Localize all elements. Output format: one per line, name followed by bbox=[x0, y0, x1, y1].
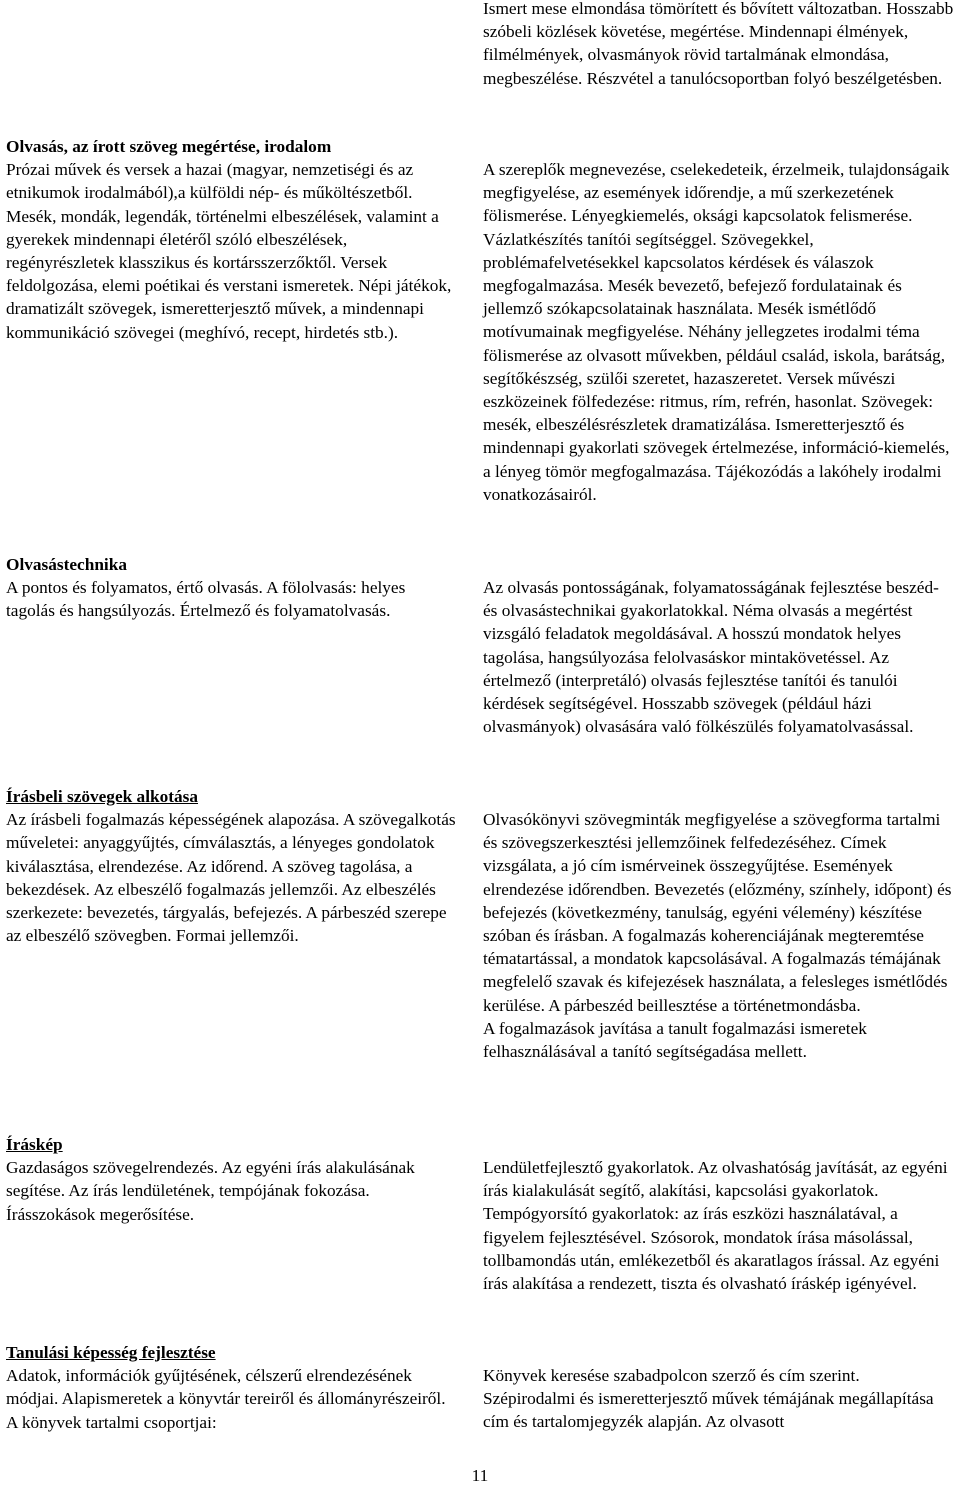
row1-left bbox=[6, 135, 458, 344]
row2-right bbox=[483, 576, 955, 738]
section-title-irasbeli: Írásbeli szövegek alkotása bbox=[6, 787, 199, 806]
row3-left-body: Az írásbeli fogalmazás képességének alapozása. A szövegalkotás műveletei: anyaggyűjtés, címválasztás, a lényeges gondolatok kiválasztása, elrendezése. Az időrend. A szöveg tagolása, a bekezdések. Az elbeszélő fogalmazás jellemzői. Az elbeszélés szerkezete: bevezetés, tárgyalás, befejezés. A párbeszéd szerepe az elbeszélő szövegben. Formai jellemzői. bbox=[6, 810, 456, 946]
row4-right bbox=[483, 1156, 955, 1295]
row1-right bbox=[483, 158, 955, 506]
row2-left-body: A pontos és folyamatos, értő olvasás. A fölolvasás: helyes tagolás és hangsúlyozás. Értelmező és folyamatolvasás. bbox=[6, 578, 406, 621]
section-title-olvasastechnika: Olvasástechnika bbox=[6, 555, 127, 574]
page-number: 11 bbox=[471, 1466, 489, 1485]
row0-right-text: Ismert mese elmondása tömörített és bővített változatban. Hosszabb szóbeli közlések követése, megértése. Mindennapi élmények, filmélmények, olvasmányok rövid tartalmának elmondása, megbeszélése. Részvétel a tanulócsoportban folyó beszélgetésben. bbox=[483, 0, 954, 88]
row0-right bbox=[483, 0, 955, 90]
row1-left-body: Prózai művek és versek a hazai (magyar, nemzetiségi és az etnikumok irodalmából),a külföldi nép- és műköltészetből. Mesék, mondák, legendák, történelmi elbeszélések, valamint a gyerekek mindennapi életéről szóló elbeszélések, regényrészletek klasszikus és kortársszerzőktől. Versek feldolgozása, elemi poétikai és verstani ismeretek. Népi játékok, dramatizált szövegek, ismeretterjesztő művek, a mindennapi kommunikáció szövegei (meghívó, recept, hirdetés stb.). bbox=[6, 160, 452, 342]
row2-right-text: Az olvasás pontosságának, folyamatosságának fejlesztése beszéd- és olvasástechnikai gyakorlatokkal. Néma olvasás a megértést vizsgáló feladatok megoldásával. A hosszú mondatok helyes tagolása, hangsúlyozása felolvasáskor mintakövetéssel. Az értelmező (interpretáló) olvasás fejlesztése tanítói és tanulói kérdések segítségével. Hosszabb szövegek (például házi olvasmányok) olvasására való fölkészülés folyamatolvasással. bbox=[483, 578, 939, 737]
row5-right-text: Könyvek keresése szabadpolcon szerző és cím szerint. Szépirodalmi és ismeretterjesztő művek témájának megállapítása cím és tartalomjegyzék alapján. Az olvasott bbox=[483, 1366, 934, 1432]
row3-right-text-2: A fogalmazások javítása a tanult fogalmazási ismeretek felhasználásával a tanító segítségadása mellett. bbox=[483, 1018, 867, 1062]
row2-left bbox=[6, 553, 458, 623]
row3-right bbox=[483, 808, 955, 1063]
row5-right bbox=[483, 1364, 955, 1434]
section-title-olvasas: Olvasás, az írott szöveg megértése, irodalom bbox=[6, 137, 332, 156]
row3-left bbox=[6, 785, 458, 947]
row4-left-body: Gazdaságos szövegelrendezés. Az egyéni írás alakulásának segítése. Az írás lendületének, tempójának fokozása. Írásszokások megerősítése. bbox=[6, 1158, 415, 1224]
row4-right-text: Lendületfejlesztő gyakorlatok. Az olvashatóság javítását, az egyéni írás kialakulását segítő, alakítási, kapcsolási gyakorlatok. Tempógyorsító gyakorlatok: az írás eszközi használatával, a figyelem fejlesztésével. Szósorok, mondatok írása másolással, tollbamondás után, emlékezetből és akaratlagos írással. Az egyéni írás alakítása a rendezett, tiszta és olvasható íráskép igényével. bbox=[483, 1158, 948, 1294]
row1-right-text: A szereplők megnevezése, cselekedeteik, érzelmeik, tulajdonságaik megfigyelése, az események időrendje, a mű szerkezetének fölismerése. Lényegkiemelés, oksági kapcsolatok felismerése. Vázlatkészítés tanítói segítséggel. Szövegekkel, problémafelvetésekkel kapcsolatos kérdések és válaszok megfogalmazása. Mesék bevezető, befejező fordulatainak és jellemző szókapcsolatainak használata. Mesék ismétlődő motívumainak megfigyelése. Néhány jellegzetes irodalmi téma fölismerése az olvasott művekben, például család, iskola, barátság, segítőkészség, szülői szeretet, hazaszeretet. Versek művészi eszközeinek fölfedezése: ritmus, rím, refrén, hasonlat. Szövegek: mesék, elbeszélésrészletek dramatizálása. Ismeretterjesztő és mindennapi gyakorlati szövegek értelmezése, információ-kiemelés, a lényeg tömör megfogalmazása. Tájékozódás a lakóhely irodalmi vonatkozásairól. bbox=[483, 160, 950, 504]
row3-right-text: Olvasókönyvi szövegminták megfigyelése a szövegforma tartalmi és szövegszerkesztési jellemzőinek felfedezéséhez. Címek vizsgálata, a jó cím ismérveinek összegyűjtése. Események elrendezése időrendben. Bevezetés (előzmény, színhely, időpont) és befejezés (következmény, tanulság, egyéni vélemény) készítése szóban és írásban. A fogalmazás koherenciájának megteremtése tématartással, a mondatok kapcsolásával. A fogalmazás témájának megfelelő szavak és kifejezések használata, a felesleges ismétlődés kerülése. A párbeszéd beillesztése a történetmondásba. bbox=[483, 810, 952, 1015]
row4-left bbox=[6, 1133, 458, 1226]
section-title-iraskep: Íráskép bbox=[6, 1135, 63, 1154]
row5-left-body: Adatok, információk gyűjtésének, célszerű elrendezésének módjai. Alapismeretek a könyvtár tereiről és állományrészeiről. A könyvek tartalmi csoportjai: bbox=[6, 1366, 446, 1432]
row5-left bbox=[6, 1341, 458, 1434]
section-title-tanulasi: Tanulási képesség fejlesztése bbox=[6, 1343, 216, 1362]
